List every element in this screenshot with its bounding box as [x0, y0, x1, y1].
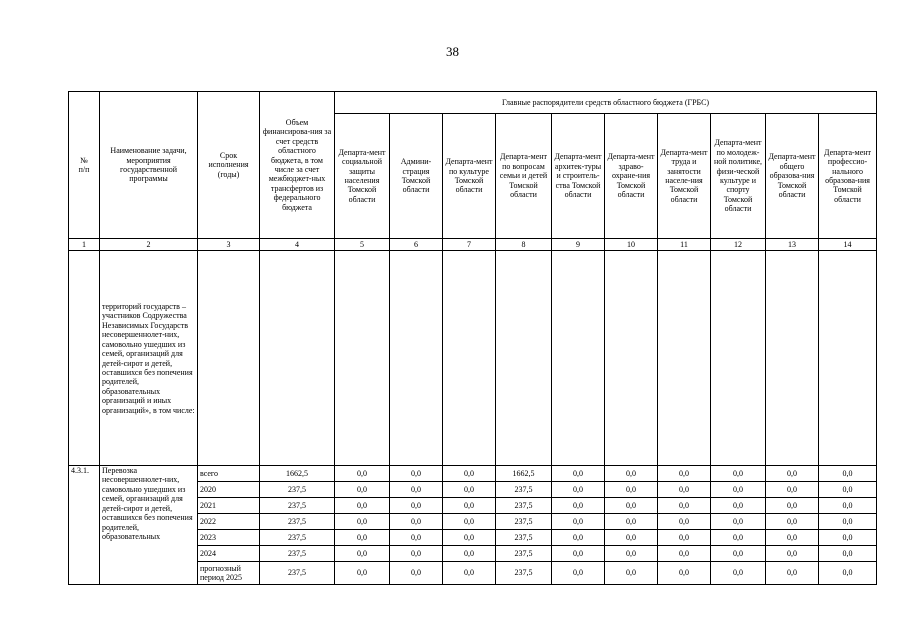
value-cell: 0,0	[390, 498, 443, 514]
value-cell: 0,0	[552, 498, 605, 514]
value-cell: 0,0	[658, 546, 711, 562]
header-name: Наименование задачи, мероприятия государственной программы	[100, 92, 198, 239]
column-number: 12	[711, 239, 766, 251]
column-number: 3	[198, 239, 260, 251]
value-cell: 237,5	[496, 546, 552, 562]
column-number: 2	[100, 239, 198, 251]
value-cell: 0,0	[658, 530, 711, 546]
budget-table	[68, 91, 877, 585]
value-cell: 0,0	[766, 546, 819, 562]
header-dept-labor: Департа-мент труда и занятости населе-ния Томской области	[658, 114, 711, 239]
continuation-text: территорий государств – участников Содружества Независимых Государств несовершеннолет-них, самовольно ушедших из семей, организаций для детей-сирот и детей, оставшихся без попечения родителей, образовательных организаций и иных организаций», в том числе:	[100, 251, 198, 466]
header-dept-architecture: Департа-мент архитек-туры и строитель-ства Томской области	[552, 114, 605, 239]
value-cell: 0,0	[443, 498, 496, 514]
header-dept-administration: Админи-страция Томской области	[390, 114, 443, 239]
value-cell: 0,0	[443, 530, 496, 546]
column-number: 5	[335, 239, 390, 251]
header-dept-professional-education: Департа-мент профессио-нального образова-ния Томской области	[819, 114, 877, 239]
value-cell: 0,0	[390, 482, 443, 498]
header-dept-culture: Департа-мент по культуре Томской области	[443, 114, 496, 239]
value-cell: 237,5	[260, 498, 335, 514]
value-cell: 237,5	[496, 562, 552, 585]
value-cell: 0,0	[605, 466, 658, 482]
value-cell: 0,0	[711, 546, 766, 562]
value-cell: 0,0	[390, 546, 443, 562]
empty-cell	[496, 251, 552, 466]
empty-cell	[443, 251, 496, 466]
header-term: Срок исполнения (годы)	[198, 92, 260, 239]
value-cell: 0,0	[766, 514, 819, 530]
value-cell: 0,0	[552, 482, 605, 498]
value-cell: 0,0	[819, 546, 877, 562]
value-cell: 0,0	[766, 498, 819, 514]
empty-cell	[552, 251, 605, 466]
header-number: № п/п	[69, 92, 100, 239]
value-cell: 0,0	[658, 482, 711, 498]
value-cell: 0,0	[658, 562, 711, 585]
value-cell: 0,0	[605, 546, 658, 562]
value-cell: 237,5	[260, 530, 335, 546]
value-cell: 237,5	[260, 562, 335, 585]
empty-cell	[605, 251, 658, 466]
empty-cell	[819, 251, 877, 466]
value-cell: 1662,5	[260, 466, 335, 482]
value-cell: 0,0	[335, 530, 390, 546]
column-number: 4	[260, 239, 335, 251]
period-cell: прогнозный период 2025	[198, 562, 260, 585]
column-number: 10	[605, 239, 658, 251]
header-dept-youth: Департа-мент по молодеж-ной политике, физи-ческой культуре и спорту Томской области	[711, 114, 766, 239]
period-cell: 2023	[198, 530, 260, 546]
value-cell: 0,0	[819, 514, 877, 530]
value-cell: 0,0	[819, 530, 877, 546]
value-cell: 0,0	[819, 562, 877, 585]
header-dept-family: Департа-мент по вопросам семьи и детей Томской области	[496, 114, 552, 239]
value-cell: 0,0	[335, 498, 390, 514]
value-cell: 0,0	[443, 466, 496, 482]
header-dept-social: Департа-мент социальной защиты населения Томской области	[335, 114, 390, 239]
value-cell: 0,0	[390, 562, 443, 585]
value-cell: 0,0	[766, 562, 819, 585]
column-number: 6	[390, 239, 443, 251]
value-cell: 0,0	[443, 482, 496, 498]
value-cell: 237,5	[260, 546, 335, 562]
value-cell: 0,0	[658, 466, 711, 482]
column-number: 8	[496, 239, 552, 251]
value-cell: 0,0	[605, 514, 658, 530]
period-cell: 2022	[198, 514, 260, 530]
value-cell: 0,0	[552, 562, 605, 585]
period-cell: всего	[198, 466, 260, 482]
column-number: 9	[552, 239, 605, 251]
value-cell: 0,0	[605, 498, 658, 514]
value-cell: 237,5	[260, 514, 335, 530]
empty-cell	[198, 251, 260, 466]
value-cell: 0,0	[658, 514, 711, 530]
value-cell: 0,0	[711, 466, 766, 482]
value-cell: 0,0	[335, 546, 390, 562]
value-cell: 0,0	[711, 562, 766, 585]
period-cell: 2024	[198, 546, 260, 562]
column-number: 7	[443, 239, 496, 251]
value-cell: 0,0	[605, 562, 658, 585]
period-cell: 2021	[198, 498, 260, 514]
value-cell: 0,0	[605, 482, 658, 498]
value-cell: 0,0	[819, 482, 877, 498]
value-cell: 0,0	[766, 530, 819, 546]
value-cell: 237,5	[260, 482, 335, 498]
value-cell: 0,0	[335, 466, 390, 482]
value-cell: 0,0	[605, 530, 658, 546]
value-cell: 0,0	[552, 546, 605, 562]
value-cell: 0,0	[766, 466, 819, 482]
value-cell: 237,5	[496, 514, 552, 530]
header-volume: Объем финансирова-ния за счет средств областного бюджета, в том числе за счет межбюджет-ных трансфертов из федерального бюджета	[260, 92, 335, 239]
value-cell: 0,0	[552, 514, 605, 530]
value-cell: 0,0	[552, 466, 605, 482]
period-cell: 2020	[198, 482, 260, 498]
column-number: 14	[819, 239, 877, 251]
empty-cell	[658, 251, 711, 466]
value-cell: 0,0	[819, 498, 877, 514]
value-cell: 0,0	[335, 514, 390, 530]
column-number: 1	[69, 239, 100, 251]
value-cell: 0,0	[711, 514, 766, 530]
column-number: 13	[766, 239, 819, 251]
value-cell: 0,0	[335, 562, 390, 585]
value-cell: 0,0	[443, 514, 496, 530]
value-cell: 237,5	[496, 498, 552, 514]
value-cell: 0,0	[335, 482, 390, 498]
continuation-cell	[69, 251, 100, 466]
task-number: 4.3.1.	[69, 466, 100, 585]
value-cell: 0,0	[443, 546, 496, 562]
empty-cell	[260, 251, 335, 466]
value-cell: 0,0	[711, 498, 766, 514]
task-name: Перевозка несовершеннолет-них, самовольно ушедших из семей, организаций для детей-сирот и детей, оставшихся без попечения родителей, образовательных	[100, 466, 198, 585]
value-cell: 0,0	[390, 514, 443, 530]
header-dept-health: Департа-мент здраво-охране-ния Томской области	[605, 114, 658, 239]
value-cell: 0,0	[390, 466, 443, 482]
value-cell: 0,0	[552, 530, 605, 546]
value-cell: 0,0	[390, 530, 443, 546]
header-grbs: Главные распорядители средств областного бюджета (ГРБС)	[335, 92, 877, 114]
empty-cell	[766, 251, 819, 466]
header-dept-general-education: Департа-мент общего образова-ния Томской области	[766, 114, 819, 239]
column-number: 11	[658, 239, 711, 251]
empty-cell	[711, 251, 766, 466]
value-cell: 237,5	[496, 482, 552, 498]
page-number: 38	[446, 44, 459, 59]
value-cell: 0,0	[766, 482, 819, 498]
empty-cell	[390, 251, 443, 466]
value-cell: 1662,5	[496, 466, 552, 482]
value-cell: 0,0	[819, 466, 877, 482]
value-cell: 0,0	[711, 530, 766, 546]
value-cell: 0,0	[711, 482, 766, 498]
value-cell: 0,0	[443, 562, 496, 585]
value-cell: 237,5	[496, 530, 552, 546]
table-row	[69, 466, 877, 482]
value-cell: 0,0	[658, 498, 711, 514]
empty-cell	[335, 251, 390, 466]
